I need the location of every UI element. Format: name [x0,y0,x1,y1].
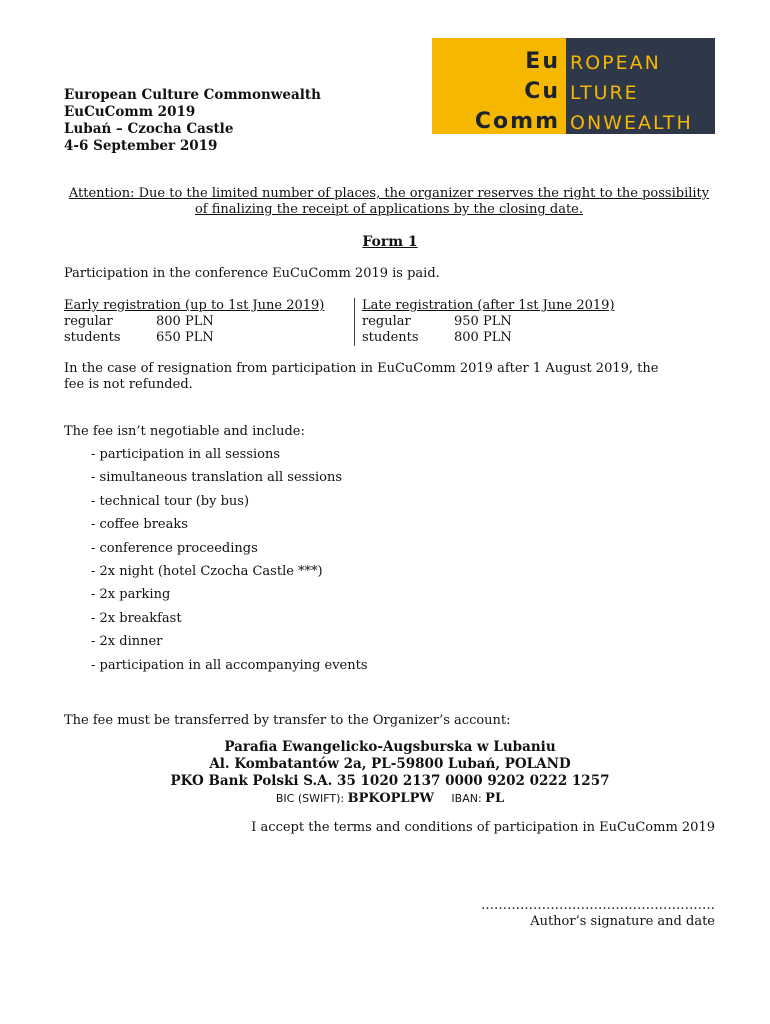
bic-label: BIC (SWIFT): [275,792,345,805]
list-item: - 2x breakfast [91,610,182,626]
event-dates: 4-6 September 2019 [64,138,218,154]
event-place: Lubań – Czocha Castle [64,121,234,137]
logo-row-2-left: Cu [524,79,560,104]
signature-label: Author’s signature and date [530,914,715,929]
early-heading: Early registration (up to 1st June 2019) [64,298,325,313]
logo-row-2-right: LTURE [570,82,639,104]
late-regular-price: 950 PLN [454,314,512,329]
early-students-row [64,330,324,346]
bic-iban-line [0,791,770,806]
list-item: - 2x night (hotel Czocha Castle ***) [91,563,323,579]
logo-row-1 [432,49,715,79]
early-registration [64,298,324,346]
logo-row-1-left: Eu [525,49,560,74]
logo-row-2 [432,79,715,109]
logo-row-3 [432,109,715,134]
bank-account: PKO Bank Polski S.A. 35 1020 2137 0000 9202 0222 1257 [170,773,610,789]
resignation-line-2: fee is not refunded. [64,377,193,392]
late-registration [362,298,615,346]
accept-terms-text: I accept the terms and conditions of participation in EuCuComm 2019 [251,820,715,835]
logo-row-3-left: Comm [474,109,560,134]
event-name: EuCuComm 2019 [64,104,196,120]
late-regular-row [362,314,615,330]
fee-items-list [91,447,368,681]
list-item: - 2x parking [91,587,171,603]
org-name: European Culture Commonwealth [64,87,321,103]
late-students-label: students [362,330,419,345]
late-heading: Late registration (after 1st June 2019) [362,298,615,313]
list-item: - 2x dinner [91,634,163,650]
paid-text: Participation in the conference EuCuComm 2019 is paid. [64,266,440,281]
bank-address: Al. Kombatantów 2a, PL-59800 Lubań, POLAND [209,756,571,772]
fee-intro: The fee isn’t negotiable and include: [64,424,305,439]
iban-label: IBAN: [451,792,482,805]
list-item: - participation in all sessions [91,447,281,462]
transfer-text: The fee must be transferred by transfer to the Organizer’s account: [64,713,511,728]
late-students-price: 800 PLN [454,330,512,345]
form-title: Form 1 [362,234,418,250]
resignation-notice [64,361,658,393]
list-item: - technical tour (by bus) [91,493,250,509]
signature-dots: ……………………………………………… [481,898,715,913]
early-students-price: 650 PLN [156,330,214,345]
late-students-row [362,330,615,346]
eucucomm-logo [432,38,715,134]
list-item: - coffee breaks [91,517,188,533]
early-regular-row [64,314,324,330]
early-regular-price: 800 PLN [156,314,214,329]
early-students-label: students [64,330,121,345]
logo-row-3-right: ONWEALTH [570,112,693,134]
bank-name: Parafia Ewangelicko-Augsburska w Lubaniu [224,739,556,755]
logo-row-1-right: ROPEAN [570,52,661,74]
list-item: - participation in all accompanying events [91,657,368,673]
event-header [64,87,321,155]
late-regular-label: regular [362,314,411,329]
attention-notice: Attention: Due to the limited number of places, the organizer reserves the right to the possibility of finalizing the receipt of applications by the closing date. [68,186,710,217]
resignation-line-1: In the case of resignation from participation in EuCuComm 2019 after 1 August 2019, the [64,361,659,376]
list-item: - simultaneous translation all sessions [91,470,343,486]
iban-value: PL [485,791,505,806]
bic-value: BPKOPLPW [347,791,434,806]
list-item: - conference proceedings [91,540,258,556]
early-regular-label: regular [64,314,113,329]
registration-divider [354,298,355,346]
